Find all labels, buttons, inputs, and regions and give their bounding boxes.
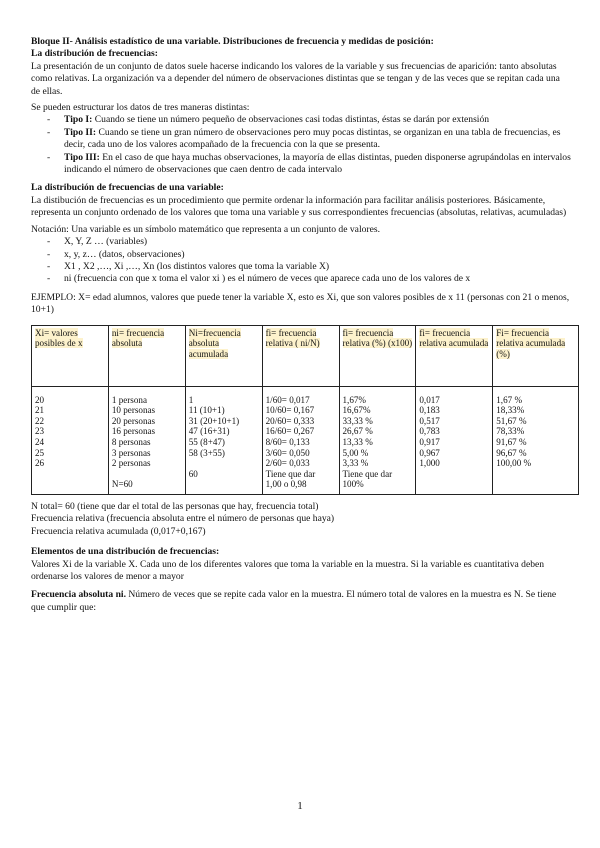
table-cell-value: 78,33% (496, 426, 525, 437)
table-cell-value: Tiene que dar (265, 468, 316, 479)
table-cell-col (185, 386, 262, 494)
table-cell-value: 3/60= 0,050 (265, 447, 310, 458)
notes-block (31, 501, 571, 538)
table-cell-value: 26,67 % (342, 426, 373, 437)
note-line: Frecuencia relativa (frecuencia absoluta entre el número de personas que haya) (31, 513, 335, 525)
table-cell-value: 33,33 % (342, 415, 373, 426)
table-cell-value: 1 (188, 394, 194, 405)
paragraph-notacion: Notación: Una variable es un símbolo matemático que representa a un conjunto de valores. (31, 223, 380, 235)
table-cell-value: 16/60= 0,267 (265, 426, 315, 437)
note-line: N total= 60 (tiene que dar el total de las personas que hay, frecuencia total) (31, 500, 319, 512)
header-xi: Xi= valores posibles de x (32, 325, 109, 386)
table-cell-value: 25 (35, 447, 45, 458)
table-cell-value: 20 (35, 394, 45, 405)
table-cell-value: 60 (188, 468, 198, 479)
paragraph-valores: Valores Xi de la variable X. Cada uno de los diferentes valores que toma la variable en la muestra. Si la variable es cuantitativa deben ordenarse los valores de menor a mayor (31, 558, 545, 582)
paragraph-ejemplo: EJEMPLO: X= edad alumnos, valores que puede tener la variable X, esto es Xi, que son valores posibles de x 11 (personas con 21 o menos, 10+1) (31, 291, 570, 316)
table-cell-value: 0,967 (419, 447, 440, 458)
header-fi: fi= frecuencia relativa ( ni/N) (262, 325, 339, 386)
list-item: - X, Y, Z … (variables) (31, 236, 571, 248)
document-title: Bloque II- Análisis estadístico de una variable. Distribuciones de frecuencia y medidas de posición: (31, 36, 434, 47)
table-cell-value: 100,00 % (496, 458, 532, 469)
paragraph-frecuencia-absoluta: Frecuencia absoluta ni. Número de veces que se repite cada valor en la muestra. El número total de valores en la muestra es N. Se tiene que cumplir que: (31, 589, 557, 613)
table-cell-value: Tiene que dar (342, 468, 393, 479)
table-cell-value: 8/60= 0,133 (265, 436, 310, 447)
table-cell-value: 0,783 (419, 426, 440, 437)
paragraph-intro: La presentación de un conjunto de datos suele hacerse indicando los valores de la variable y sus frecuencias de aparición: tanto absolutas como relativas. La organización va a depender del número de observaciones distintas que se tengan y de las veces que se repitan cada una de ellas. (31, 60, 560, 97)
table-cell-value: 23 (35, 426, 45, 437)
table-cell-col (262, 386, 339, 494)
table-cell-col (493, 386, 579, 494)
table-cell-value: 0,917 (419, 436, 440, 447)
header-Fi-percent: Fi= frecuencia relativa acumulada (%) (493, 325, 579, 386)
header-fi-percent: fi= frecuencia relativa (%) (x100) (339, 325, 416, 386)
table-cell-value: 1,000 (419, 458, 440, 469)
table-row (32, 386, 579, 494)
table-cell-value: 1 persona (111, 394, 147, 405)
section-heading-distribucion: La distribución de frecuencias: (31, 48, 158, 60)
table-cell-value: 10 personas (111, 405, 156, 416)
paragraph-distribucion: La distibución de frecuencias es un procedimiento que permite ordenar la información para facilitar análisis posteriores. Básicamente, representa un conjunto ordenado de los valores que toma una variable y sus correspondientes frecuencias (absolutas, relativas, acumuladas) (31, 194, 567, 219)
table-cell-value: 0,517 (419, 415, 440, 426)
table-cell-value: 22 (35, 415, 45, 426)
table-cell-value: 8 personas (111, 436, 151, 447)
page-number: 1 (297, 800, 303, 812)
table-cell-value: 91,67 % (496, 436, 527, 447)
table-cell-value: 96,67 % (496, 447, 527, 458)
list-item: - Tipo III: En el caso de que haya muchas observaciones, la mayoría de ellas distintas, pueden disponerse agrupándolas en intervalos indicando el número de observaciones que caen dentro de cada intervalo (31, 152, 571, 177)
list-item: - Tipo II: Cuando se tiene un gran número de observaciones pero muy pocas distintas, se organizan en una tabla de frecuencias, es decir, cada uno de los valores acompañado de la frecuencia con la que se presenta. (31, 127, 571, 152)
table-cell-value: 1/60= 0,017 (265, 394, 310, 405)
table-cell-col (339, 386, 416, 494)
table-cell-value: 11 (10+1) (188, 405, 225, 416)
paragraph-tres-maneras: Se pueden estructurar los datos de tres maneras distintas: (31, 102, 250, 114)
table-cell-value: 1,00 o 0,98 (265, 479, 307, 490)
table-cell-value: 16 personas (111, 426, 156, 437)
table-cell-value: 21 (35, 405, 45, 416)
table-cell-value: 10/60= 0,167 (265, 405, 315, 416)
table-cell-value: 13,33 % (342, 436, 373, 447)
table-cell-value: 55 (8+47) (188, 436, 225, 447)
table-cell-value: 58 (3+55) (188, 447, 225, 458)
list-item: - Tipo I: Cuando se tiene un número pequeño de observaciones casi todas distintas, éstas se darán por extensión (31, 114, 571, 126)
notacion-list (31, 236, 571, 286)
table-cell-value: 2 personas (111, 458, 151, 469)
table-header-row (32, 325, 579, 386)
list-item: - X1 , X2 ,…, Xi ,…, Xn (los distintos valores que toma la variable X) (31, 261, 571, 273)
table-cell-col (416, 386, 493, 494)
table-cell-value: 0,017 (419, 394, 440, 405)
table-cell-value: 20/60= 0,333 (265, 415, 315, 426)
header-Ni: Ni=frecuencia absoluta acumulada (185, 325, 262, 386)
table-cell-value: 18,33% (496, 405, 525, 416)
section-heading-distribucion-variable: La distribución de frecuencias de una variable: (31, 182, 224, 194)
table-cell-value: 2/60= 0,033 (265, 458, 310, 469)
table-cell-value: 100% (342, 479, 364, 490)
table-cell-value: 1,67 % (496, 394, 523, 405)
table-cell-value: 47 (16+31) (188, 426, 230, 437)
table-cell-col (32, 386, 109, 494)
header-ni: ni= frecuencia absoluta (108, 325, 185, 386)
list-item: - x, y, z… (datos, observaciones) (31, 249, 571, 261)
section-heading-elementos: Elementos de una distribución de frecuencias: (31, 546, 220, 558)
frequency-table (31, 325, 579, 495)
note-line: Frecuencia relativa acumulada (0,017+0,167) (31, 525, 206, 537)
header-fi-acumulada: fi= frecuencia relativa acumulada (416, 325, 493, 386)
table-cell-value: 5,00 % (342, 447, 369, 458)
table-cell-value: 51,67 % (496, 415, 527, 426)
table-cell-value: 31 (20+10+1) (188, 415, 240, 426)
table-cell-value: 16,67% (342, 405, 371, 416)
table-cell-value: 3 personas (111, 447, 151, 458)
table-cell-col (108, 386, 185, 494)
table-cell-value: 1,67% (342, 394, 366, 405)
table-cell-value: 20 personas (111, 415, 156, 426)
table-cell-value: 24 (35, 436, 45, 447)
table-cell-value (189, 458, 259, 469)
table-cell-value (112, 469, 182, 480)
table-cell-value: 0,183 (419, 405, 440, 416)
tipos-list (31, 114, 571, 176)
table-cell-value: N=60 (111, 479, 133, 490)
table-cell-value: 3,33 % (342, 458, 369, 469)
document-page (31, 36, 571, 614)
list-item: - ni (frecuencia con que x toma el valor xi ) es el número de veces que aparece cada uno de los valores de x (31, 273, 571, 285)
table-cell-value: 26 (35, 458, 45, 469)
